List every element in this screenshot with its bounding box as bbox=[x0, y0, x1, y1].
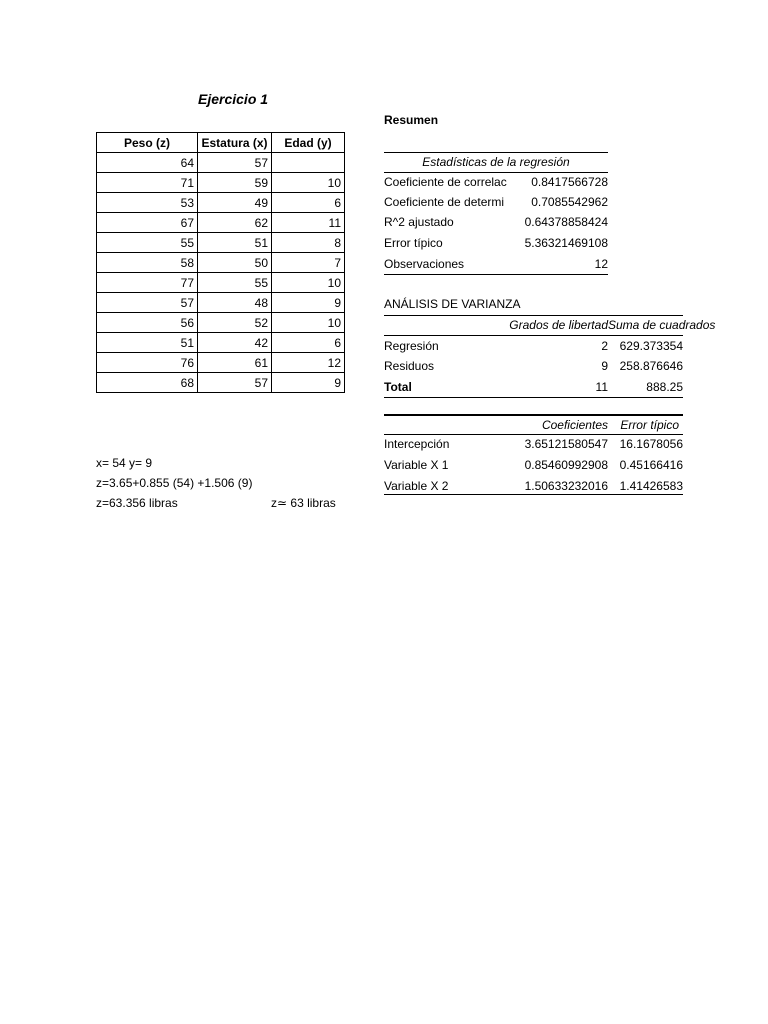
cell-edad bbox=[272, 153, 345, 173]
coef-row-label: Intercepción bbox=[384, 437, 450, 451]
table-row bbox=[97, 313, 345, 333]
cell-peso: 57 bbox=[97, 293, 198, 313]
header-estatura: Estatura (x) bbox=[198, 133, 272, 153]
cell-edad: 7 bbox=[272, 253, 345, 273]
coef-row-value: 0.85460992908 bbox=[524, 458, 608, 472]
cell-peso: 76 bbox=[97, 353, 198, 373]
cell-peso: 56 bbox=[97, 313, 198, 333]
anova-bottom-border bbox=[384, 397, 683, 398]
table-row bbox=[97, 333, 345, 353]
cell-peso: 53 bbox=[97, 193, 198, 213]
anova-row-ss: 888.25 bbox=[646, 380, 683, 394]
table-row bbox=[97, 213, 345, 233]
anova-col-df: Grados de libertad bbox=[509, 318, 608, 332]
stat-label: Observaciones bbox=[384, 257, 465, 271]
table-row bbox=[97, 253, 345, 273]
header-peso: Peso (z) bbox=[97, 133, 198, 153]
stats-header: Estadísticas de la regresión bbox=[422, 155, 570, 169]
cell-edad: 12 bbox=[272, 353, 345, 373]
cell-edad: 9 bbox=[272, 373, 345, 393]
anova-row-df: 9 bbox=[601, 359, 608, 373]
cell-estatura: 52 bbox=[198, 313, 272, 333]
cell-estatura: 51 bbox=[198, 233, 272, 253]
cell-estatura: 55 bbox=[198, 273, 272, 293]
coef-bottom-border bbox=[384, 494, 683, 495]
cell-estatura: 61 bbox=[198, 353, 272, 373]
coef-row-value: 3.65121580547 bbox=[524, 437, 608, 451]
note-values: x= 54 y= 9 bbox=[96, 456, 153, 470]
anova-title: ANÁLISIS DE VARIANZA bbox=[384, 297, 521, 311]
anova-col-ss: Suma de cuadrados bbox=[608, 318, 716, 332]
coef-row-se: 16.1678056 bbox=[619, 437, 683, 451]
cell-estatura: 62 bbox=[198, 213, 272, 233]
anova-row-df: 2 bbox=[601, 339, 608, 353]
table-row bbox=[97, 273, 345, 293]
coef-row-label: Variable X 1 bbox=[384, 458, 449, 472]
cell-edad: 8 bbox=[272, 233, 345, 253]
exercise-title: Ejercicio 1 bbox=[198, 91, 269, 107]
note-result: z=63.356 libras bbox=[96, 496, 178, 510]
cell-peso: 68 bbox=[97, 373, 198, 393]
note-approx: z≃ 63 libras bbox=[271, 496, 336, 510]
cell-estatura: 50 bbox=[198, 253, 272, 273]
coef-row-se: 0.45166416 bbox=[619, 458, 683, 472]
stat-value: 12 bbox=[594, 257, 608, 271]
cell-estatura: 57 bbox=[198, 373, 272, 393]
stat-value: 0.64378858424 bbox=[524, 215, 608, 229]
coef-col-se: Error típico bbox=[620, 418, 679, 432]
table-row bbox=[97, 153, 345, 173]
resumen-title: Resumen bbox=[384, 113, 439, 127]
cell-edad: 6 bbox=[272, 333, 345, 353]
table-header-row bbox=[97, 133, 345, 153]
table-row bbox=[97, 173, 345, 193]
table-row bbox=[97, 353, 345, 373]
cell-estatura: 49 bbox=[198, 193, 272, 213]
cell-estatura: 42 bbox=[198, 333, 272, 353]
cell-estatura: 59 bbox=[198, 173, 272, 193]
cell-edad: 11 bbox=[272, 213, 345, 233]
note-equation: z=3.65+0.855 (54) +1.506 (9) bbox=[96, 476, 253, 490]
cell-edad: 10 bbox=[272, 273, 345, 293]
cell-estatura: 48 bbox=[198, 293, 272, 313]
table-body bbox=[97, 153, 345, 393]
stat-label: Coeficiente de correlac bbox=[384, 175, 507, 189]
coef-row-label: Variable X 2 bbox=[384, 479, 449, 493]
coef-row-se: 1.41426583 bbox=[619, 479, 683, 493]
cell-edad: 6 bbox=[272, 193, 345, 213]
table-row bbox=[97, 193, 345, 213]
stat-label: R^2 ajustado bbox=[384, 215, 454, 229]
stat-label: Error típico bbox=[384, 236, 443, 250]
cell-edad: 10 bbox=[272, 173, 345, 193]
stats-bottom-border bbox=[384, 274, 608, 275]
coef-row-value: 1.50633232016 bbox=[524, 479, 608, 493]
anova-row-df: 11 bbox=[595, 380, 608, 394]
cell-peso: 55 bbox=[97, 233, 198, 253]
cell-peso: 77 bbox=[97, 273, 198, 293]
cell-peso: 67 bbox=[97, 213, 198, 233]
cell-peso: 51 bbox=[97, 333, 198, 353]
table-row bbox=[97, 293, 345, 313]
header-edad: Edad (y) bbox=[272, 133, 345, 153]
stat-label: Coeficiente de determi bbox=[384, 195, 505, 209]
table-row bbox=[97, 233, 345, 253]
anova-row-label: Residuos bbox=[384, 359, 435, 373]
cell-peso: 71 bbox=[97, 173, 198, 193]
cell-peso: 64 bbox=[97, 153, 198, 173]
cell-estatura: 57 bbox=[198, 153, 272, 173]
cell-edad: 10 bbox=[272, 313, 345, 333]
anova-row-label: Total bbox=[384, 380, 412, 394]
coef-col-coef: Coeficientes bbox=[541, 418, 608, 432]
cell-edad: 9 bbox=[272, 293, 345, 313]
table-row bbox=[97, 373, 345, 393]
data-table bbox=[96, 132, 345, 393]
anova-row-ss: 629.373354 bbox=[619, 339, 683, 353]
stat-value: 0.7085542962 bbox=[531, 195, 608, 209]
anova-row-ss: 258.876646 bbox=[619, 359, 683, 373]
stat-value: 0.8417566728 bbox=[531, 175, 608, 189]
anova-row-label: Regresión bbox=[384, 339, 439, 353]
cell-peso: 58 bbox=[97, 253, 198, 273]
stat-value: 5.36321469108 bbox=[524, 236, 608, 250]
